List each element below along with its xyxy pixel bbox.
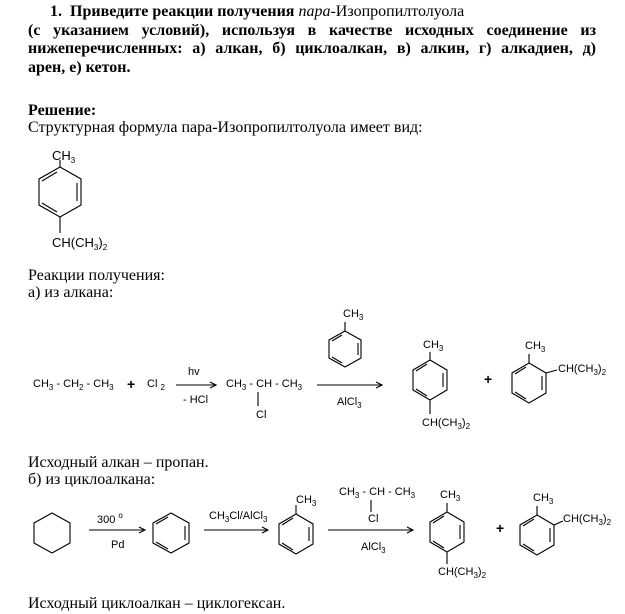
task-line-2: (с указанием условий), используя в качестве исходных соединение из	[28, 22, 596, 39]
temp-label: 300 $^o$	[97, 511, 123, 526]
plus-a2: +	[484, 371, 493, 387]
main-isopropyl-label: $CH(CH_3)_2$	[52, 235, 108, 252]
part-a-conclusion: Исходный алкан – пропан.	[28, 454, 209, 471]
benzene-ring-toluene-a	[329, 322, 361, 367]
plus-a1: +	[127, 376, 136, 392]
benzene-ring-para-b	[430, 503, 464, 564]
plus-b: +	[496, 520, 505, 536]
toluene-a-ch3-label: $CH_3$	[343, 308, 364, 322]
para-a-isopropyl-label: $CH(CH_3)_2$	[422, 417, 471, 431]
para-b-ch3-label: $CH_3$	[440, 489, 461, 503]
para-a-ch3-label: $CH_3$	[423, 339, 444, 353]
part-b-label: б) из циклоалкана:	[28, 471, 156, 488]
structure-text: Структурная формула пара-Изопропилтолуола имеет вид:	[28, 119, 423, 136]
benzene-ring-ortho-a	[512, 354, 557, 403]
main-ch3-label: $CH_3$	[52, 148, 76, 165]
ortho-a-ch3-label: $CH_3$	[525, 340, 546, 354]
cyclohexane-ring	[34, 513, 70, 553]
task-number: 1.	[50, 3, 62, 20]
part-a-label: а) из алкана:	[28, 284, 114, 301]
ortho-a-isopropyl-label: $CH(CH_3)_2$	[558, 363, 607, 377]
task-line-4: арен, е) кетон.	[28, 59, 131, 76]
chlorpropane-cl-label: Cl	[256, 409, 267, 421]
propane-label: $CH_3 - CH_2 - CH_3$	[33, 378, 114, 392]
benzene-ring-toluene-b	[279, 505, 313, 554]
ortho-b-ch3-label: $CH_3$	[533, 492, 554, 506]
toluene-b-ch3-label: $CH_3$	[296, 494, 317, 508]
hv-label: hv	[188, 366, 200, 378]
reactions-label: Реакции получения:	[28, 267, 165, 284]
pd-label: Pd	[111, 539, 125, 551]
alcl3-b-label: AlCl$_3$	[361, 541, 386, 555]
task-title-italic: пара	[298, 3, 331, 20]
part-b-conclusion: Исходный циклоалкан – циклогексан.	[28, 595, 286, 612]
chlorpropane-label: $CH_3$ - CH - $CH_3$	[226, 378, 303, 392]
chlorpropane-b-cl-label: Cl	[368, 513, 379, 525]
chlorpropane-b-label: $CH_3$ - CH - $CH_3$	[339, 486, 416, 500]
ortho-b-isopropyl-label: $CH(CH_3)_2$	[563, 513, 612, 527]
benzene-ring-main	[39, 160, 81, 233]
task-title-suffix: -Изопропилтолуола	[330, 3, 465, 20]
para-b-isopropyl-label: $CH(CH_3)_2$	[438, 566, 487, 580]
cl2-label: Cl $_2$	[147, 378, 165, 392]
benzene-ring-para-a	[413, 352, 447, 414]
benzene-ring-b	[153, 513, 189, 553]
alcl3-a-label: AlCl$_3$	[337, 396, 362, 410]
ch3cl-alcl3-label: $CH_3Cl/AlCl_3$	[209, 510, 268, 524]
task-title-prefix: Приведите реакции получения	[70, 3, 299, 20]
hcl-label: - HCl	[183, 394, 209, 406]
solution-label: Решение:	[28, 102, 97, 119]
benzene-ring-ortho-b	[520, 506, 563, 555]
task-line-3: нижеперечисленных: а) алкан, б) циклоалкан, в) алкин, г) алкадиен, д)	[28, 40, 596, 57]
